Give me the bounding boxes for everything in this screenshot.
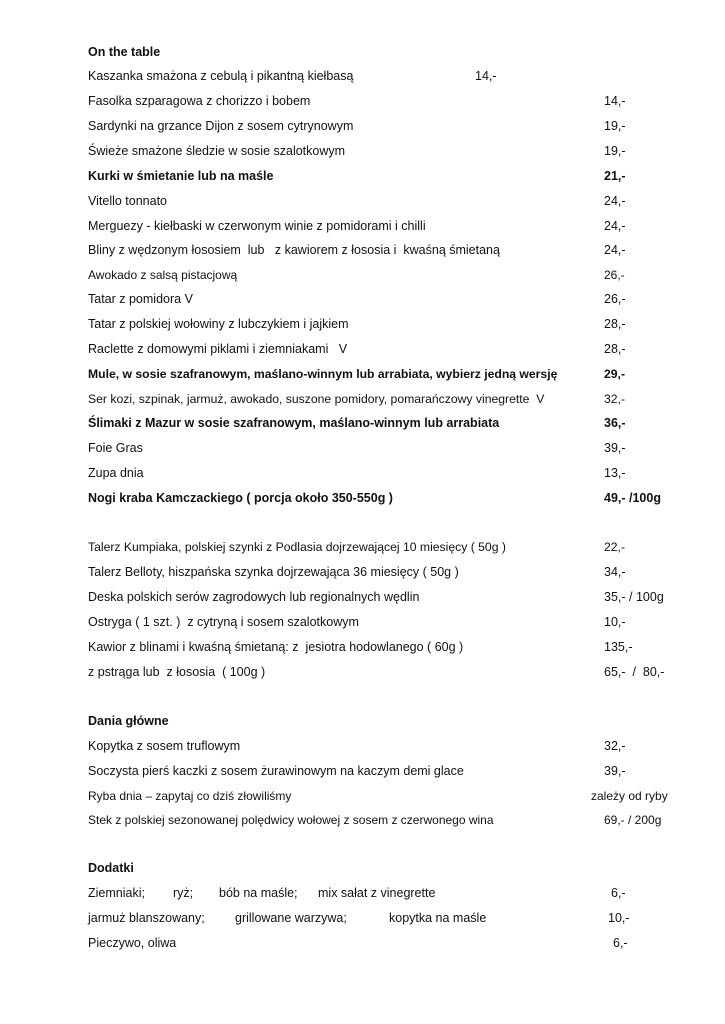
menu-item	[88, 637, 705, 657]
item-price: 19,-	[604, 119, 626, 133]
menu-item	[88, 463, 705, 483]
item-name: Ostryga ( 1 szt. ) z cytryną i sosem szalotkowym	[88, 615, 359, 629]
menu-item	[88, 438, 705, 458]
item-price: 10,-	[604, 615, 626, 629]
item-price: 24,-	[604, 219, 626, 233]
item-price: 28,-	[604, 317, 626, 331]
menu-item	[88, 339, 705, 359]
side-item: Ziemniaki;	[88, 886, 145, 900]
item-price: 29,-	[604, 367, 626, 381]
section-title: Dodatki	[88, 861, 134, 875]
menu-item	[88, 537, 705, 557]
item-name: Ślimaki z Mazur w sosie szafranowym, maślano-winnym lub arrabiata	[88, 416, 500, 430]
item-price: 22,-	[604, 540, 626, 554]
section-title: Dania główne	[88, 714, 169, 728]
menu-item	[88, 91, 705, 111]
menu-item	[88, 116, 705, 136]
item-price: 135,-	[604, 640, 633, 654]
menu-item	[88, 587, 705, 607]
item-price: 49,- /100g	[604, 491, 661, 505]
sides-row	[88, 908, 705, 928]
item-name: Zupa dnia	[88, 466, 144, 480]
item-price: 34,-	[604, 565, 626, 579]
item-price: 6,-	[611, 886, 626, 900]
side-item: jarmuż blanszowany;	[88, 911, 205, 925]
menu-item	[88, 240, 705, 260]
item-name: Vitello tonnato	[88, 194, 167, 208]
sides-row	[88, 933, 705, 953]
item-name: Kaszanka smażona z cebulą i pikantną kiełbasą	[88, 69, 354, 83]
item-price: 65,- / 80,-	[604, 665, 665, 679]
item-price: 24,-	[604, 243, 626, 257]
item-price: 32,-	[604, 392, 626, 406]
item-price: 36,-	[604, 416, 626, 430]
item-price: 14,-	[475, 69, 497, 83]
item-name: Talerz Kumpiaka, polskiej szynki z Podlasia dojrzewającej 10 miesięcy ( 50g )	[88, 540, 506, 554]
item-price: 26,-	[604, 268, 625, 282]
menu-item	[88, 488, 705, 508]
item-price: 6,-	[613, 936, 628, 950]
item-price: 24,-	[604, 194, 626, 208]
item-price: 21,-	[604, 169, 626, 183]
item-price: 35,- / 100g	[604, 590, 664, 604]
menu-item	[88, 761, 705, 781]
menu-item	[88, 265, 705, 285]
item-name: Tatar z polskiej wołowiny z lubczykiem i jajkiem	[88, 317, 349, 331]
item-name: Bliny z wędzonym łososiem lub z kawiorem z łososia i kwaśną śmietaną	[88, 243, 500, 257]
item-name: Ser kozi, szpinak, jarmuż, awokado, suszone pomidory, pomarańczowy vinegrette V	[88, 392, 545, 406]
menu-item	[88, 216, 705, 236]
item-name: Talerz Belloty, hiszpańska szynka dojrzewająca 36 miesięcy ( 50g )	[88, 565, 459, 579]
section-title-sides	[88, 858, 705, 878]
menu-item	[88, 562, 705, 582]
side-item: Pieczywo, oliwa	[88, 936, 177, 950]
menu-item	[88, 662, 705, 682]
side-item: grillowane warzywa;	[235, 911, 347, 925]
menu-item	[88, 612, 705, 632]
item-name: Kopytka z sosem truflowym	[88, 739, 241, 753]
item-name: Deska polskich serów zagrodowych lub regionalnych wędlin	[88, 590, 420, 604]
sides-row	[88, 883, 705, 903]
item-name: Ryba dnia – zapytaj co dziś złowiliśmy	[88, 789, 292, 803]
menu-item	[88, 191, 705, 211]
item-name: Kurki w śmietanie lub na maśle	[88, 169, 274, 183]
item-name: Sardynki na grzance Dijon z sosem cytrynowym	[88, 119, 354, 133]
side-item: mix sałat z vinegrette	[318, 886, 436, 900]
side-item: kopytka na maśle	[389, 911, 487, 925]
item-price: 28,-	[604, 342, 626, 356]
item-name: Nogi kraba Kamczackiego ( porcja około 350-550g )	[88, 491, 393, 505]
item-name: Fasolka szparagowa z chorizzo i bobem	[88, 94, 311, 108]
item-price: 10,-	[608, 911, 630, 925]
menu-item	[88, 364, 705, 384]
menu-item	[88, 736, 705, 756]
menu-item	[88, 314, 705, 334]
item-name: Kawior z blinami i kwaśną śmietaną: z jesiotra hodowlanego ( 60g )	[88, 640, 464, 654]
menu-item	[88, 166, 705, 186]
item-price: 13,-	[604, 466, 626, 480]
item-price: 39,-	[604, 441, 626, 455]
item-price: 14,-	[604, 94, 626, 108]
item-price: 39,-	[604, 764, 626, 778]
section-title: On the table	[88, 45, 161, 59]
item-name: Tatar z pomidora V	[88, 292, 193, 306]
section-title-on-the-table	[88, 42, 705, 62]
item-name: Awokado z salsą pistacjową	[88, 268, 238, 282]
item-name: Soczysta pierś kaczki z sosem żurawinowym na kaczym demi glace	[88, 764, 464, 778]
section-title-main-dishes	[88, 711, 705, 731]
item-name: Raclette z domowymi piklami i ziemniakami V	[88, 342, 348, 356]
menu-item	[88, 810, 705, 830]
item-price: 32,-	[604, 739, 626, 753]
menu-item	[88, 413, 705, 433]
item-name: z pstrąga lub z łososia ( 100g )	[88, 665, 266, 679]
item-price: 69,- / 200g	[604, 813, 662, 827]
item-name: Merguezy - kiełbaski w czerwonym winie z pomidorami i chilli	[88, 219, 426, 233]
item-name: Mule, w sosie szafranowym, maślano-winnym lub arrabiata, wybierz jedną wersję	[88, 367, 558, 381]
item-price: 26,-	[604, 292, 626, 306]
side-item: bób na maśle;	[219, 886, 298, 900]
item-name: Stek z polskiej sezonowanej polędwicy wołowej z sosem z czerwonego wina	[88, 813, 494, 827]
item-name: Foie Gras	[88, 441, 143, 455]
item-price: zależy od ryby	[591, 789, 668, 803]
menu-item	[88, 289, 705, 309]
menu-item	[88, 141, 705, 161]
item-price: 19,-	[604, 144, 626, 158]
side-item: ryż;	[173, 886, 194, 900]
menu-item	[88, 66, 705, 86]
menu-item	[88, 389, 705, 409]
menu-item	[88, 786, 705, 806]
item-name: Świeże smażone śledzie w sosie szalotkowym	[88, 144, 346, 158]
